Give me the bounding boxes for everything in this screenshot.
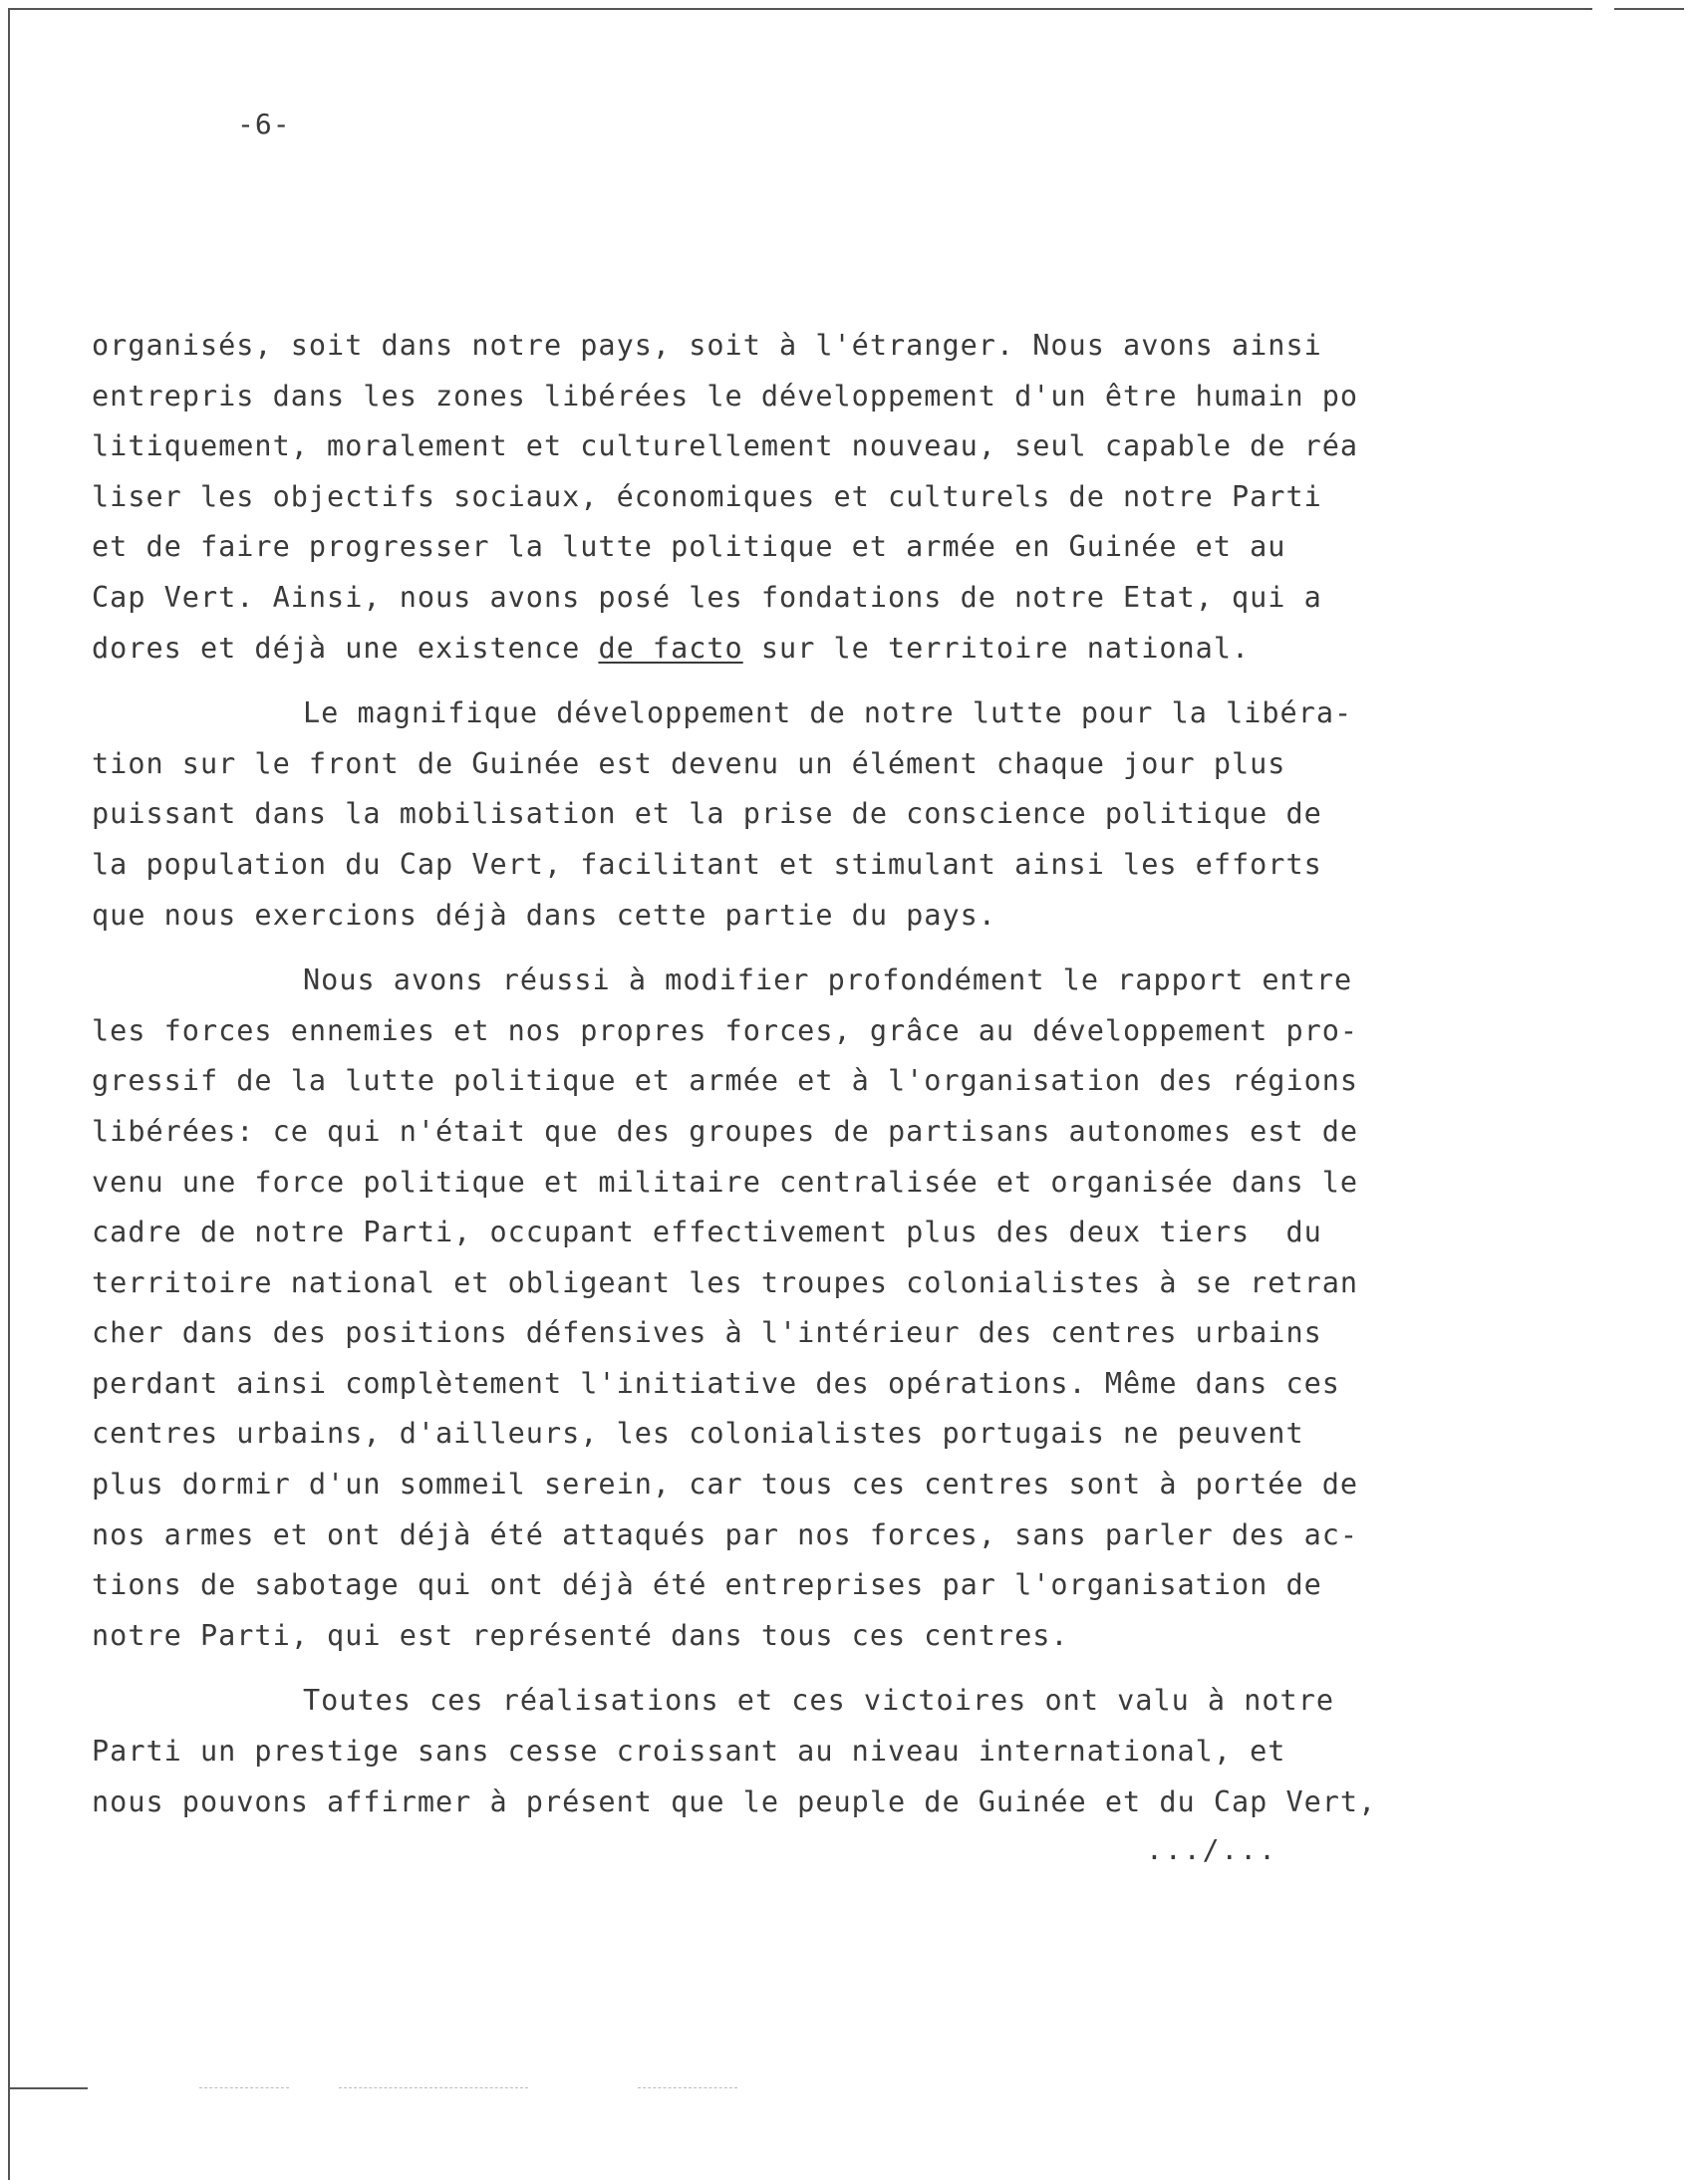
text-line: les forces ennemies et nos propres forces, grâce au développement pro-	[92, 1013, 1359, 1047]
text-line: liser les objectifs sociaux, économiques et culturels de notre Parti	[92, 479, 1322, 513]
page-number: -6-	[237, 108, 291, 140]
text-line: libérées: ce qui n'était que des groupes de partisans autonomes est de	[92, 1114, 1359, 1148]
scan-edge-top-right	[1614, 8, 1684, 10]
text-line: nous pouvons affirmer à présent que le peuple de Guinée et du Cap Vert,	[92, 1784, 1377, 1818]
text-line: centres urbains, d'ailleurs, les colonialistes portugais ne peuvent	[92, 1417, 1304, 1451]
text-line: territoire national et obligeant les troupes colonialistes à se retran	[92, 1265, 1359, 1299]
paragraph-2	[92, 688, 1487, 941]
text-segment: sur le territoire national.	[742, 631, 1251, 665]
text-line: Nous avons réussi à modifier profondément le rapport entre	[303, 963, 1353, 997]
text-line: nos armes et ont déjà été attaqués par nos forces, sans parler des ac-	[92, 1517, 1359, 1551]
text-line: Toutes ces réalisations et ces victoires ont valu à notre	[303, 1684, 1335, 1718]
text-line: venu une force politique et militaire centralisée et organisée dans le	[92, 1165, 1359, 1199]
scan-edge-bottom-faint	[339, 2087, 528, 2088]
scan-edge-bottom-faint	[199, 2087, 289, 2088]
paragraph-1	[92, 321, 1487, 674]
text-line: perdant ainsi complètement l'initiative des opérations. Même dans ces	[92, 1366, 1340, 1400]
text-line: gressif de la lutte politique et armée et à l'organisation des régions	[92, 1064, 1359, 1098]
text-line: plus dormir d'un sommeil serein, car tous ces centres sont à portée de	[92, 1468, 1359, 1502]
text-line: entrepris dans les zones libérées le développement d'un être humain po	[92, 379, 1359, 412]
scan-edge-left	[8, 8, 10, 2180]
paragraph-4	[92, 1676, 1487, 1827]
text-line: tion sur le front de Guinée est devenu un élément chaque jour plus	[92, 746, 1286, 780]
text-line: Parti un prestige sans cesse croissant au niveau international, et	[92, 1735, 1286, 1769]
text-line	[92, 624, 1487, 675]
text-line: organisés, soit dans notre pays, soit à l'étranger. Nous avons ainsi	[92, 329, 1322, 362]
text-line: et de faire progresser la lutte politique et armée en Guinée et au	[92, 530, 1286, 564]
text-line: Le magnifique développement de notre lutte pour la libéra-	[303, 696, 1353, 730]
body-text	[92, 321, 1487, 1827]
scan-edge-top	[8, 8, 1592, 10]
text-line: puissant dans la mobilisation et la prise de conscience politique de	[92, 797, 1322, 831]
text-line: la population du Cap Vert, facilitant et stimulant ainsi les efforts	[92, 847, 1322, 881]
scan-edge-bottom-faint	[638, 2087, 737, 2088]
text-segment: dores et déjà une existence	[92, 631, 599, 665]
paragraph-3	[92, 956, 1487, 1661]
latin-emphasis: de facto	[598, 631, 743, 665]
text-line: cher dans des positions défensives à l'intérieur des centres urbains	[92, 1316, 1322, 1350]
text-line: litiquement, moralement et culturellement nouveau, seul capable de réa	[92, 429, 1359, 463]
text-line: notre Parti, qui est représenté dans tous ces centres.	[92, 1618, 1069, 1652]
text-line: cadre de notre Parti, occupant effectivement plus des deux tiers du	[92, 1216, 1322, 1249]
text-line: que nous exercions déjà dans cette partie du pays.	[92, 898, 996, 932]
continuation-mark: .../...	[1146, 1833, 1278, 1866]
scan-edge-bottom	[8, 2087, 88, 2089]
text-line: tions de sabotage qui ont déjà été entreprises par l'organisation de	[92, 1568, 1322, 1602]
text-line: Cap Vert. Ainsi, nous avons posé les fondations de notre Etat, qui a	[92, 580, 1322, 614]
